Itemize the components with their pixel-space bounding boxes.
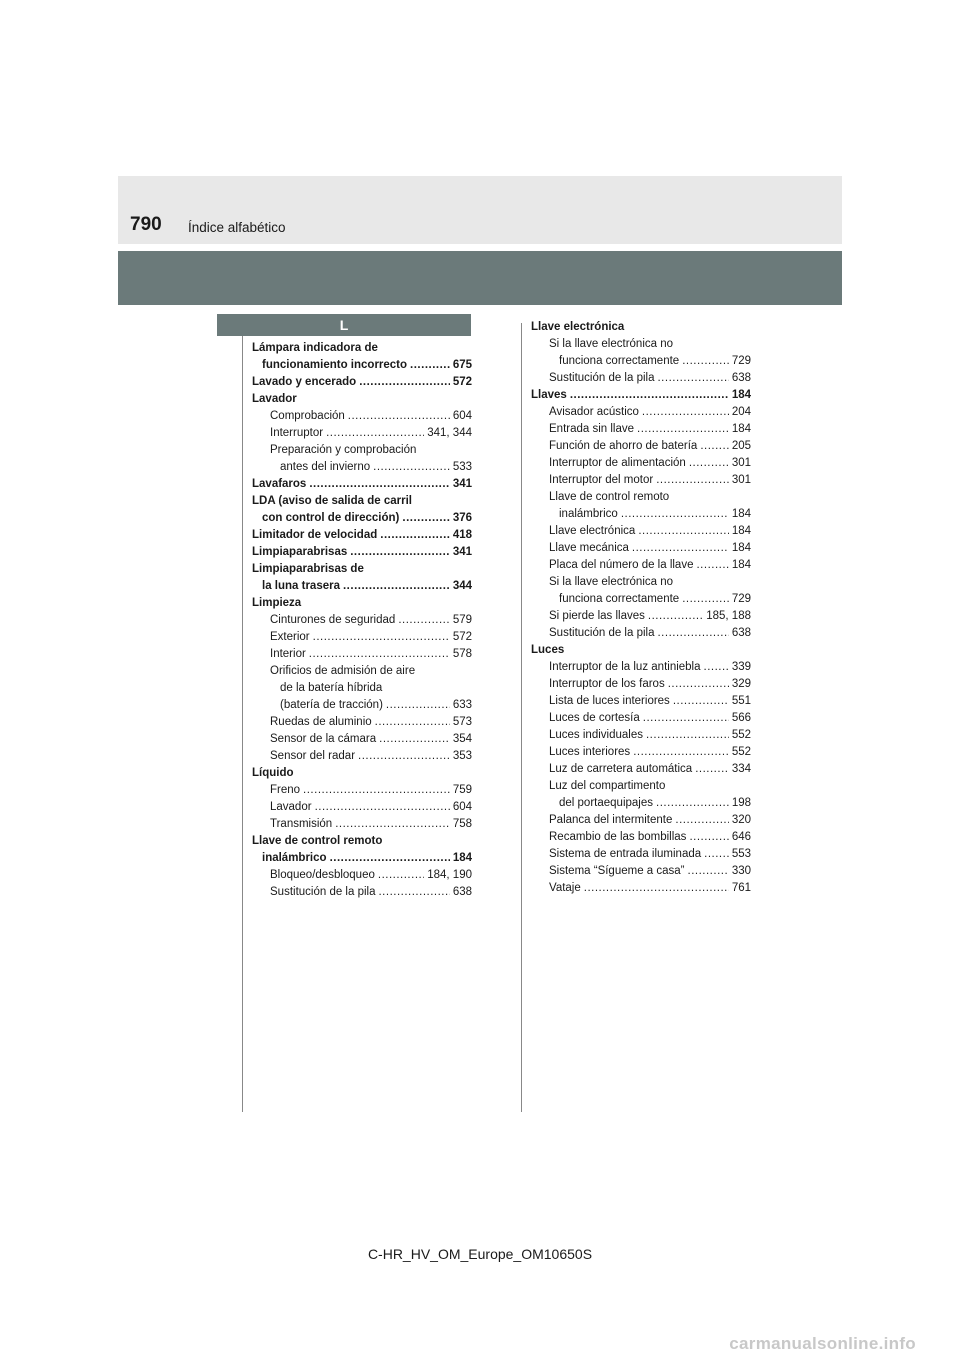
entry-page-ref: 578 — [452, 648, 472, 660]
entry-page-ref: 339 — [731, 661, 751, 673]
section-title: Índice alfabético — [188, 220, 286, 235]
index-entry — [252, 527, 472, 544]
right-column-rule — [521, 323, 522, 1112]
dot-leader — [335, 816, 450, 833]
entry-term: Lavafaros — [252, 478, 307, 490]
entry-page-ref: 184 — [731, 508, 751, 520]
dot-leader — [584, 880, 729, 897]
index-entry — [531, 438, 751, 455]
entry-page-ref: 344 — [452, 580, 472, 592]
dot-leader — [350, 544, 450, 561]
index-entry — [252, 884, 472, 901]
entry-term: Lavador — [270, 801, 312, 813]
entry-page-ref: 729 — [731, 355, 751, 367]
index-entry — [252, 816, 472, 833]
entry-term: Sustitución de la pila — [549, 372, 655, 384]
dot-leader — [380, 527, 450, 544]
entry-term: funciona correctamente — [559, 593, 680, 605]
entry-term: Limpieza — [252, 597, 302, 609]
index-entry — [531, 336, 751, 353]
index-entry — [252, 578, 472, 595]
entry-page-ref: 184 — [731, 542, 751, 554]
entry-term: Placa del número de la llave — [549, 559, 694, 571]
dot-leader — [637, 421, 729, 438]
index-entry — [252, 561, 472, 578]
entry-page-ref: 551 — [731, 695, 751, 707]
entry-page-ref: 552 — [731, 729, 751, 741]
entry-term: del portaequipajes — [559, 797, 653, 809]
index-entry — [531, 591, 751, 608]
entry-term: Sustitución de la pila — [270, 886, 376, 898]
dot-leader — [303, 782, 450, 799]
index-entry — [252, 340, 472, 357]
index-entry — [252, 748, 472, 765]
entry-term: Comprobación — [270, 410, 345, 422]
entry-term: Si pierde las llaves — [549, 610, 645, 622]
index-entry — [252, 731, 472, 748]
entry-page-ref: 320 — [731, 814, 751, 826]
index-entry — [252, 782, 472, 799]
index-entry — [531, 489, 751, 506]
dot-leader — [330, 850, 450, 867]
header-dark-band — [118, 251, 842, 305]
index-entry — [531, 744, 751, 761]
entry-page-ref: 354 — [452, 733, 472, 745]
index-entry — [531, 812, 751, 829]
dot-leader — [621, 506, 729, 523]
entry-page-ref: 184, 190 — [427, 869, 472, 881]
dot-leader — [358, 748, 450, 765]
dot-leader — [675, 812, 728, 829]
dot-leader — [402, 510, 449, 527]
dot-leader — [348, 408, 450, 425]
entry-page-ref: 185, 188 — [706, 610, 751, 622]
dot-leader — [373, 459, 450, 476]
index-entry — [252, 425, 472, 442]
index-entry — [531, 353, 751, 370]
dot-leader — [700, 438, 728, 455]
dot-leader — [688, 863, 729, 880]
entry-term: antes del invierno — [280, 461, 371, 473]
dot-leader — [632, 540, 729, 557]
index-entry — [252, 442, 472, 459]
dot-leader — [386, 697, 450, 714]
entry-page-ref: 353 — [452, 750, 472, 762]
entry-page-ref: 729 — [731, 593, 751, 605]
entry-term: Interior — [270, 648, 306, 660]
index-entry — [252, 663, 472, 680]
index-entry — [531, 455, 751, 472]
entry-term: Interruptor del motor — [549, 474, 654, 486]
dot-leader — [668, 676, 729, 693]
index-entry — [252, 595, 472, 612]
watermark: carmanualsonline.info — [729, 1334, 916, 1353]
entry-term: Luces individuales — [549, 729, 643, 741]
index-entry — [252, 697, 472, 714]
dot-leader — [570, 387, 729, 404]
index-entry — [252, 833, 472, 850]
entry-term: Sensor del radar — [270, 750, 356, 762]
entry-term: Lavado y encerado — [252, 376, 357, 388]
index-entry — [531, 421, 751, 438]
entry-page-ref: 566 — [731, 712, 751, 724]
index-entry — [531, 506, 751, 523]
entry-page-ref: 184 — [452, 852, 472, 864]
dot-leader — [309, 476, 449, 493]
index-entry — [531, 863, 751, 880]
dot-leader — [696, 557, 728, 574]
dot-leader — [704, 659, 729, 676]
dot-leader — [633, 744, 729, 761]
entry-page-ref: 341 — [452, 546, 472, 558]
dot-leader — [638, 523, 729, 540]
entry-term: Bloqueo/desbloqueo — [270, 869, 375, 881]
index-entry — [531, 540, 751, 557]
entry-page-ref: 638 — [731, 627, 751, 639]
index-entry — [531, 387, 751, 404]
entry-term: Sistema de entrada iluminada — [549, 848, 702, 860]
entry-page-ref: 376 — [452, 512, 472, 524]
entry-term: Luz del compartimento — [549, 780, 666, 792]
entry-term: inalámbrico — [559, 508, 618, 520]
entry-page-ref: 646 — [731, 831, 751, 843]
entry-page-ref: 759 — [452, 784, 472, 796]
entry-term: Llave de control remoto — [549, 491, 670, 503]
dot-leader — [689, 829, 728, 846]
index-entry — [252, 629, 472, 646]
dot-leader — [673, 693, 729, 710]
letter-section-tab: L — [217, 314, 471, 336]
entry-term: Freno — [270, 784, 301, 796]
index-entry — [252, 374, 472, 391]
dot-leader — [682, 353, 729, 370]
entry-term: Llaves — [531, 389, 567, 401]
index-entry — [531, 404, 751, 421]
entry-page-ref: 675 — [452, 359, 472, 371]
dot-leader — [657, 625, 728, 642]
index-entry — [531, 676, 751, 693]
entry-page-ref: 573 — [452, 716, 472, 728]
index-entry — [252, 408, 472, 425]
entry-page-ref: 758 — [452, 818, 472, 830]
entry-term: Si la llave electrónica no — [549, 338, 674, 350]
dot-leader — [378, 884, 449, 901]
dot-leader — [398, 612, 450, 629]
index-entry — [252, 544, 472, 561]
entry-page-ref: 761 — [731, 882, 751, 894]
entry-term: Llave electrónica — [549, 525, 636, 537]
entry-page-ref: 301 — [731, 474, 751, 486]
entry-term: LDA (aviso de salida de carril — [252, 495, 412, 507]
entry-term: Lavador — [252, 393, 297, 405]
entry-term: Interruptor de alimentación — [549, 457, 686, 469]
dot-leader — [657, 370, 728, 387]
entry-term: Lista de luces interiores — [549, 695, 670, 707]
entry-term: Interruptor de la luz antiniebla — [549, 661, 701, 673]
entry-page-ref: 604 — [452, 801, 472, 813]
index-entry — [252, 510, 472, 527]
index-column-left — [252, 340, 472, 901]
entry-term: la luna trasera — [262, 580, 340, 592]
entry-term: Luces — [531, 644, 565, 656]
entry-term: inalámbrico — [262, 852, 327, 864]
dot-leader — [656, 472, 729, 489]
dot-leader — [379, 731, 450, 748]
index-entry — [531, 557, 751, 574]
index-entry — [531, 880, 751, 897]
entry-page-ref: 418 — [452, 529, 472, 541]
index-column-right — [531, 319, 751, 897]
entry-page-ref: 198 — [731, 797, 751, 809]
dot-leader — [682, 591, 729, 608]
entry-page-ref: 341, 344 — [427, 427, 472, 439]
index-entry — [531, 472, 751, 489]
index-entry — [252, 867, 472, 884]
entry-page-ref: 533 — [452, 461, 472, 473]
entry-term: Cinturones de seguridad — [270, 614, 396, 626]
dot-leader — [313, 629, 450, 646]
entry-page-ref: 334 — [731, 763, 751, 775]
entry-term: Llave electrónica — [531, 321, 625, 333]
entry-term: Luces de cortesía — [549, 712, 640, 724]
index-entry — [531, 710, 751, 727]
index-entry — [252, 493, 472, 510]
entry-page-ref: 638 — [731, 372, 751, 384]
dot-leader — [343, 578, 450, 595]
entry-term: Ruedas de aluminio — [270, 716, 372, 728]
entry-term: Palanca del intermitente — [549, 814, 673, 826]
entry-term: Vataje — [549, 882, 581, 894]
entry-term: Luces interiores — [549, 746, 631, 758]
entry-page-ref: 301 — [731, 457, 751, 469]
entry-page-ref: 204 — [731, 406, 751, 418]
index-entry — [531, 761, 751, 778]
document-code: C-HR_HV_OM_Europe_OM10650S — [367, 1246, 593, 1262]
index-entry — [252, 850, 472, 867]
entry-page-ref: 330 — [731, 865, 751, 877]
dot-leader — [375, 714, 450, 731]
entry-term: Interruptor de los faros — [549, 678, 665, 690]
entry-term: Interruptor — [270, 427, 324, 439]
entry-term: Líquido — [252, 767, 294, 779]
dot-leader — [643, 710, 729, 727]
entry-page-ref: 184 — [731, 389, 751, 401]
index-entry — [531, 319, 751, 336]
index-entry — [252, 459, 472, 476]
entry-term: funciona correctamente — [559, 355, 680, 367]
entry-term: Si la llave electrónica no — [549, 576, 674, 588]
entry-page-ref: 638 — [452, 886, 472, 898]
dot-leader — [326, 425, 424, 442]
entry-term: Exterior — [270, 631, 310, 643]
dot-leader — [642, 404, 729, 421]
index-entry — [252, 765, 472, 782]
entry-term: Limitador de velocidad — [252, 529, 378, 541]
index-entry — [531, 370, 751, 387]
entry-term: Luz de carretera automática — [549, 763, 693, 775]
left-column-rule — [242, 323, 243, 1112]
index-entry — [252, 357, 472, 374]
dot-leader — [648, 608, 703, 625]
entry-page-ref: 572 — [452, 631, 472, 643]
entry-page-ref: 579 — [452, 614, 472, 626]
entry-page-ref: 205 — [731, 440, 751, 452]
entry-term: Transmisión — [270, 818, 333, 830]
dot-leader — [656, 795, 729, 812]
index-entry — [252, 391, 472, 408]
index-entry — [531, 625, 751, 642]
index-entry — [531, 829, 751, 846]
entry-term: Llave de control remoto — [252, 835, 383, 847]
dot-leader — [315, 799, 450, 816]
dot-leader — [359, 374, 450, 391]
entry-term: Preparación y comprobación — [270, 444, 417, 456]
dot-leader — [704, 846, 729, 863]
index-entry — [531, 574, 751, 591]
index-entry — [252, 476, 472, 493]
index-entry — [531, 693, 751, 710]
entry-term: (batería de tracción) — [280, 699, 383, 711]
entry-term: Limpiaparabrisas — [252, 546, 348, 558]
page-number: 790 — [130, 214, 162, 235]
entry-page-ref: 184 — [731, 423, 751, 435]
entry-page-ref: 184 — [731, 525, 751, 537]
entry-term: Llave mecánica — [549, 542, 629, 554]
index-entry — [531, 727, 751, 744]
entry-page-ref: 552 — [731, 746, 751, 758]
index-entry — [252, 646, 472, 663]
entry-term: Entrada sin llave — [549, 423, 635, 435]
entry-term: funcionamiento incorrecto — [262, 359, 408, 371]
entry-page-ref: 572 — [452, 376, 472, 388]
index-entry — [531, 608, 751, 625]
entry-term: Sensor de la cámara — [270, 733, 377, 745]
index-entry — [531, 778, 751, 795]
index-entry — [531, 659, 751, 676]
index-entry — [252, 714, 472, 731]
dot-leader — [309, 646, 450, 663]
dot-leader — [695, 761, 729, 778]
entry-term: Orificios de admisión de aire — [270, 665, 416, 677]
dot-leader — [646, 727, 729, 744]
entry-page-ref: 604 — [452, 410, 472, 422]
index-entry — [531, 523, 751, 540]
entry-page-ref: 341 — [452, 478, 472, 490]
entry-term: Lámpara indicadora de — [252, 342, 378, 354]
entry-term: Limpiaparabrisas de — [252, 563, 364, 575]
entry-page-ref: 184 — [731, 559, 751, 571]
entry-term: Sustitución de la pila — [549, 627, 655, 639]
index-entry — [252, 799, 472, 816]
entry-page-ref: 553 — [731, 848, 751, 860]
index-entry — [531, 795, 751, 812]
entry-term: Avisador acústico — [549, 406, 639, 418]
index-entry — [252, 680, 472, 697]
entry-term: Función de ahorro de batería — [549, 440, 698, 452]
entry-term: de la batería híbrida — [280, 682, 383, 694]
entry-term: Recambio de las bombillas — [549, 831, 687, 843]
dot-leader — [378, 867, 424, 884]
entry-page-ref: 633 — [452, 699, 472, 711]
entry-page-ref: 329 — [731, 678, 751, 690]
entry-term: con control de dirección) — [262, 512, 400, 524]
dot-leader — [410, 357, 450, 374]
index-entry — [252, 612, 472, 629]
index-entry — [531, 846, 751, 863]
index-entry — [531, 642, 751, 659]
entry-term: Sistema “Sígueme a casa” — [549, 865, 685, 877]
dot-leader — [689, 455, 729, 472]
